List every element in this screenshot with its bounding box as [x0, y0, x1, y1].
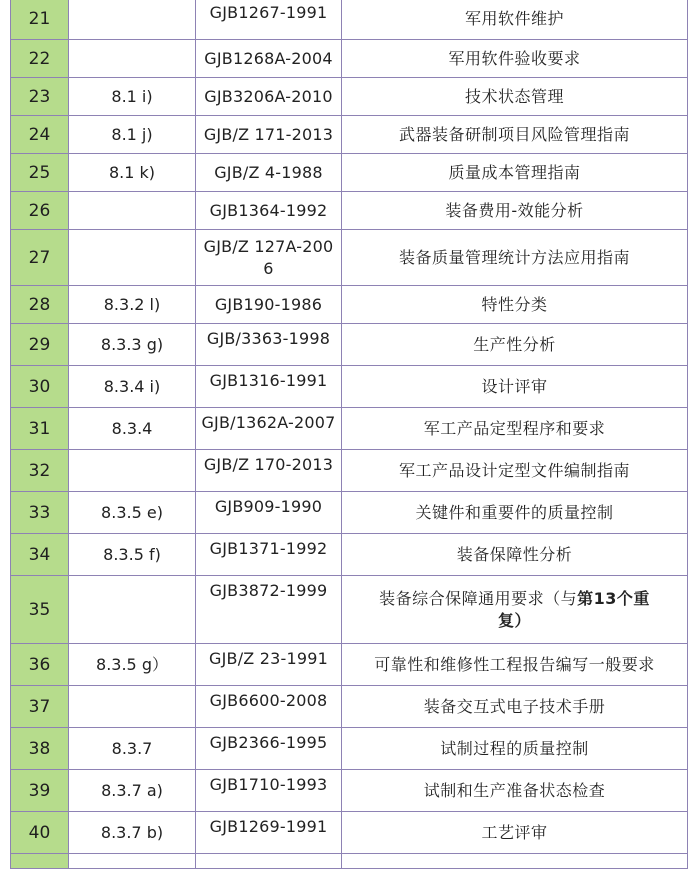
standard-title: 装备交互式电子技术手册 — [342, 686, 688, 728]
table-row — [11, 116, 688, 154]
row-number: 37 — [11, 686, 69, 728]
standard-code: GJB2366-1995 — [196, 728, 342, 770]
standard-code: GJB/Z 4-1988 — [196, 154, 342, 192]
table-row-partial — [11, 854, 688, 869]
standard-code: GJB/Z 170-2013 — [196, 450, 342, 492]
table-row — [11, 576, 688, 644]
clause-cell: 8.3.7 a) — [69, 770, 196, 812]
clause-cell: 8.1 j) — [69, 116, 196, 154]
clause-cell: 8.3.5 g） — [69, 644, 196, 686]
table-row — [11, 644, 688, 686]
clause-cell: 8.3.5 f) — [69, 534, 196, 576]
row-number: 33 — [11, 492, 69, 534]
row-number: 21 — [11, 0, 69, 40]
standard-code: GJB/3363-1998 — [196, 324, 342, 366]
table-row — [11, 78, 688, 116]
standard-title-text: 装备综合保障通用要求（与 — [379, 588, 578, 608]
standard-title: 关键件和重要件的质量控制 — [342, 492, 688, 534]
standard-code-line-2: 6 — [263, 258, 274, 278]
row-number: 25 — [11, 154, 69, 192]
table-row — [11, 408, 688, 450]
standard-title: 技术状态管理 — [342, 78, 688, 116]
standard-title — [342, 854, 688, 869]
table-row — [11, 450, 688, 492]
table-row — [11, 366, 688, 408]
table-row — [11, 40, 688, 78]
standard-title — [342, 576, 688, 644]
row-number: 40 — [11, 812, 69, 854]
row-number — [11, 854, 69, 869]
standard-title: 装备费用-效能分析 — [342, 192, 688, 230]
table-row — [11, 686, 688, 728]
standard-code — [196, 230, 342, 286]
row-number: 34 — [11, 534, 69, 576]
clause-cell: 8.3.4 — [69, 408, 196, 450]
standard-title: 军用软件验收要求 — [342, 40, 688, 78]
standard-code: GJB190-1986 — [196, 286, 342, 324]
standard-code: GJB/1362A-2007 — [196, 408, 342, 450]
standard-code: GJB1364-1992 — [196, 192, 342, 230]
clause-cell: 8.3.3 g) — [69, 324, 196, 366]
standard-title: 设计评审 — [342, 366, 688, 408]
clause-cell: 8.3.2 l) — [69, 286, 196, 324]
clause-cell — [69, 450, 196, 492]
standard-title: 工艺评审 — [342, 812, 688, 854]
row-number: 30 — [11, 366, 69, 408]
row-number: 24 — [11, 116, 69, 154]
standard-code: GJB1316-1991 — [196, 366, 342, 408]
standard-code: GJB1268A-2004 — [196, 40, 342, 78]
clause-cell — [69, 192, 196, 230]
table-row — [11, 492, 688, 534]
clause-cell — [69, 686, 196, 728]
standard-code: GJB/Z 23-1991 — [196, 644, 342, 686]
clause-cell: 8.1 i) — [69, 78, 196, 116]
row-number: 31 — [11, 408, 69, 450]
table-row — [11, 534, 688, 576]
standard-code: GJB1269-1991 — [196, 812, 342, 854]
standard-code-line-1: GJB/Z 127A-200 — [203, 236, 334, 256]
clause-cell — [69, 0, 196, 40]
standard-code: GJB1710-1993 — [196, 770, 342, 812]
row-number: 22 — [11, 40, 69, 78]
clause-cell — [69, 576, 196, 644]
row-number: 27 — [11, 230, 69, 286]
standard-code: GJB6600-2008 — [196, 686, 342, 728]
row-number: 28 — [11, 286, 69, 324]
standard-code: GJB909-1990 — [196, 492, 342, 534]
standards-table-container — [10, 0, 688, 869]
clause-cell — [69, 230, 196, 286]
standard-code: GJB1371-1992 — [196, 534, 342, 576]
row-number: 38 — [11, 728, 69, 770]
row-number: 23 — [11, 78, 69, 116]
standards-table — [10, 0, 688, 869]
standard-title: 可靠性和维修性工程报告编写一般要求 — [342, 644, 688, 686]
table-row — [11, 0, 688, 40]
clause-cell: 8.3.5 e) — [69, 492, 196, 534]
standard-title: 军用软件维护 — [342, 0, 688, 40]
standard-title: 试制过程的质量控制 — [342, 728, 688, 770]
standard-code: GJB/Z 171-2013 — [196, 116, 342, 154]
standard-code: GJB3872-1999 — [196, 576, 342, 644]
clause-cell: 8.3.7 b) — [69, 812, 196, 854]
clause-cell: 8.3.7 — [69, 728, 196, 770]
standard-title: 装备质量管理统计方法应用指南 — [342, 230, 688, 286]
table-row — [11, 770, 688, 812]
row-number: 39 — [11, 770, 69, 812]
table-row — [11, 230, 688, 286]
standard-title: 军工产品定型程序和要求 — [342, 408, 688, 450]
standard-code: GJB1267-1991 — [196, 0, 342, 40]
clause-cell: 8.3.4 i) — [69, 366, 196, 408]
row-number: 29 — [11, 324, 69, 366]
standard-title: 试制和生产准备状态检查 — [342, 770, 688, 812]
table-row — [11, 286, 688, 324]
table-row — [11, 154, 688, 192]
table-row — [11, 192, 688, 230]
standard-title-bold-text: 第13个重 — [577, 588, 650, 608]
standard-title: 质量成本管理指南 — [342, 154, 688, 192]
standard-code: GJB3206A-2010 — [196, 78, 342, 116]
standard-title-line-2: 复） — [497, 610, 531, 630]
table-row — [11, 728, 688, 770]
standard-title: 武器装备研制项目风险管理指南 — [342, 116, 688, 154]
clause-cell: 8.1 k) — [69, 154, 196, 192]
clause-cell — [69, 40, 196, 78]
standard-title: 军工产品设计定型文件编制指南 — [342, 450, 688, 492]
standard-title: 装备保障性分析 — [342, 534, 688, 576]
row-number: 36 — [11, 644, 69, 686]
row-number: 35 — [11, 576, 69, 644]
standard-title: 生产性分析 — [342, 324, 688, 366]
clause-cell — [69, 854, 196, 869]
standard-code — [196, 854, 342, 869]
row-number: 26 — [11, 192, 69, 230]
row-number: 32 — [11, 450, 69, 492]
standard-title: 特性分类 — [342, 286, 688, 324]
table-row — [11, 324, 688, 366]
